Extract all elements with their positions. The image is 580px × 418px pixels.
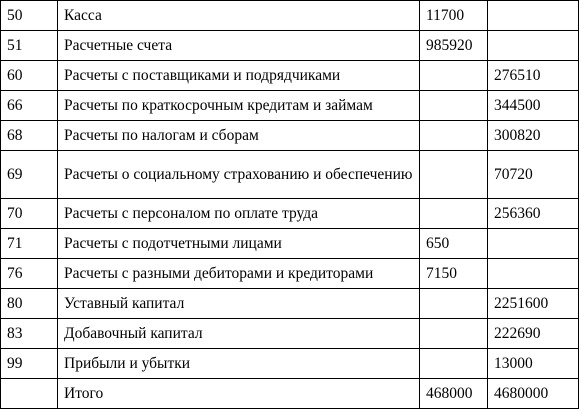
total-debit: 468000 [420, 379, 488, 409]
account-code: 70 [1, 199, 58, 229]
account-name: Расчеты с подотчетными лицами [58, 229, 420, 259]
debit-amount [420, 349, 488, 379]
table-row [1, 61, 579, 91]
debit-amount [420, 199, 488, 229]
debit-amount [420, 319, 488, 349]
table-row [1, 91, 579, 121]
account-name: Расчеты с персоналом по оплате труда [58, 199, 420, 229]
account-name [58, 151, 420, 199]
total-credit: 4680000 [488, 379, 579, 409]
account-name-text: Расчеты о социальному страхованию и обеспечению [64, 166, 413, 183]
credit-amount: 222690 [488, 319, 579, 349]
credit-amount: 300820 [488, 121, 579, 151]
account-code: 60 [1, 61, 58, 91]
credit-amount: 2251600 [488, 289, 579, 319]
table-row [1, 31, 579, 61]
table-row [1, 319, 579, 349]
account-code: 80 [1, 289, 58, 319]
table-row [1, 121, 579, 151]
account-name: Добавочный капитал [58, 319, 420, 349]
debit-amount: 650 [420, 229, 488, 259]
credit-amount [488, 259, 579, 289]
account-code: 51 [1, 31, 58, 61]
debit-amount [420, 151, 488, 199]
debit-amount: 985920 [420, 31, 488, 61]
debit-amount: 11700 [420, 1, 488, 31]
account-code: 99 [1, 349, 58, 379]
account-code: 83 [1, 319, 58, 349]
credit-amount [488, 229, 579, 259]
account-name: Расчетные счета [58, 31, 420, 61]
account-name: Расчеты с поставщиками и подрядчиками [58, 61, 420, 91]
account-code: 71 [1, 229, 58, 259]
credit-amount: 344500 [488, 91, 579, 121]
account-name: Прибыли и убытки [58, 349, 420, 379]
credit-amount [488, 31, 579, 61]
total-row [1, 379, 579, 409]
credit-amount: 70720 [488, 151, 579, 199]
account-name: Уставный капитал [58, 289, 420, 319]
account-name: Расчеты по налогам и сборам [58, 121, 420, 151]
table-row [1, 151, 579, 199]
debit-amount [420, 91, 488, 121]
credit-amount: 13000 [488, 349, 579, 379]
debit-amount [420, 121, 488, 151]
account-code [1, 379, 58, 409]
account-name: Расчеты с разными дебиторами и кредиторами [58, 259, 420, 289]
table-row [1, 289, 579, 319]
table-row [1, 1, 579, 31]
total-label: Итого [58, 379, 420, 409]
table-row [1, 199, 579, 229]
credit-amount [488, 1, 579, 31]
account-code: 50 [1, 1, 58, 31]
debit-amount: 7150 [420, 259, 488, 289]
debit-amount [420, 61, 488, 91]
account-code: 68 [1, 121, 58, 151]
table-row [1, 259, 579, 289]
account-name: Расчеты по краткосрочным кредитам и займам [58, 91, 420, 121]
account-code: 66 [1, 91, 58, 121]
credit-amount: 256360 [488, 199, 579, 229]
table-row [1, 229, 579, 259]
credit-amount: 276510 [488, 61, 579, 91]
account-code: 69 [1, 151, 58, 199]
account-name: Касса [58, 1, 420, 31]
table-row [1, 349, 579, 379]
account-code: 76 [1, 259, 58, 289]
table-body [1, 1, 579, 409]
debit-amount [420, 289, 488, 319]
